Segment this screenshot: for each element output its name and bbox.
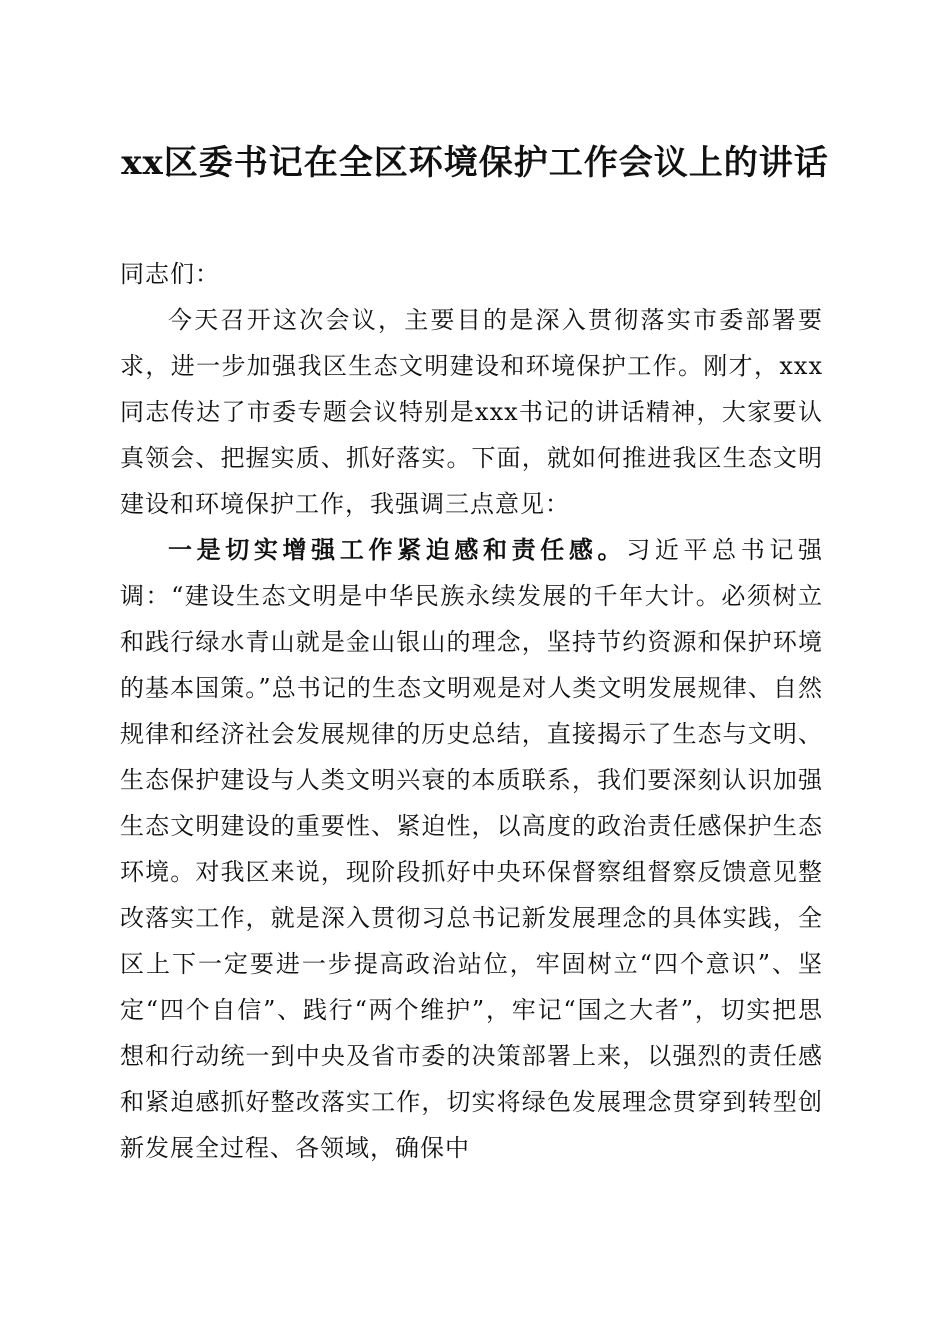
salutation: 同志们：	[120, 260, 220, 288]
document-body	[120, 251, 823, 1171]
page-title: xx区委书记在全区环境保护工作会议上的讲话	[121, 143, 829, 183]
point-one-paragraph	[120, 527, 823, 1171]
point-one-heading: 一是切实增强工作紧迫感和责任感。	[168, 535, 627, 564]
intro-paragraph: 今天召开这次会议，主要目的是深入贯彻落实市委部署要求，进一步加强我区生态文明建设和环境保护工作。刚才，xxx同志传达了市委专题会议特别是xxx书记的讲话精神，大家要认真领会、把握实质、抓好落实。下面，就如何推进我区生态文明建设和环境保护工作，我强调三点意见：	[120, 306, 823, 518]
point-one-body: 习近平总书记强调：“建设生态文明是中华民族永续发展的千年大计。必须树立和践行绿水青山就是金山银山的理念，坚持节约资源和保护环境的基本国策。”总书记的生态文明观是对人类文明发展规律、自然规律和经济社会发展规律的历史总结，直接揭示了生态与文明、生态保护建设与人类文明兴衰的本质联系，我们要深刻认识加强生态文明建设的重要性、紧迫性，以高度的政治责任感保护生态环境。对我区来说，现阶段抓好中央环保督察组督察反馈意见整改落实工作，就是深入贯彻习总书记新发展理念的具体实践，全区上下一定要进一步提高政治站位，牢固树立“四个意识”、坚定“四个自信”、践行“两个维护”，牢记“国之大者”，切实把思想和行动统一到中央及省市委的决策部署上来，以强烈的责任感和紧迫感抓好整改落实工作，切实将绿色发展理念贯穿到转型创新发展全过程、各领域，确保中	[120, 536, 824, 1162]
